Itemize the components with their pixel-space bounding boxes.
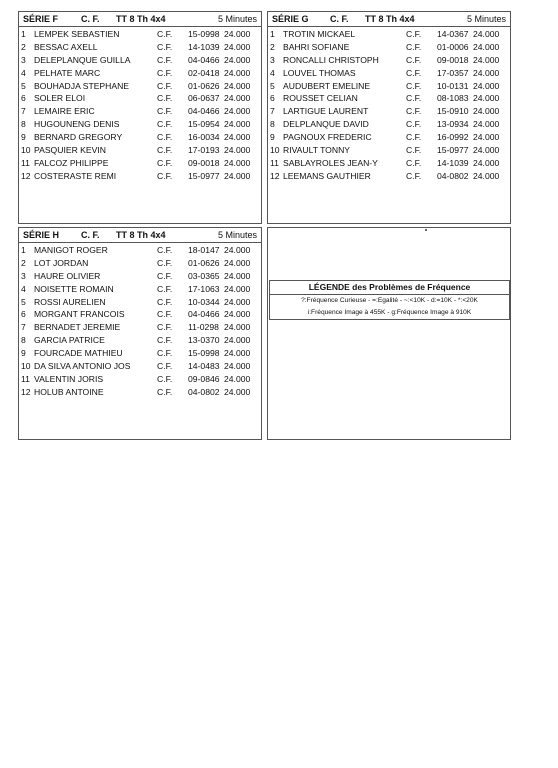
table-row [268, 67, 510, 80]
row-number: 6 [21, 93, 26, 104]
row-number: 3 [21, 54, 26, 65]
row-number: 10 [21, 145, 31, 156]
row-cf: C.F. [406, 132, 422, 143]
row-number: 3 [270, 54, 275, 65]
row-cf: C.F. [406, 145, 422, 156]
row-number: 10 [21, 361, 31, 372]
licence-code: 15-0977 [437, 145, 469, 156]
legend-line-2: i:Fréquence Image à 455K - g:Fréquence Image à 910K [307, 309, 472, 316]
frequency-value: 24.000 [224, 270, 251, 281]
frequency-value: 24.000 [473, 54, 500, 65]
licence-code: 04-0802 [188, 386, 220, 397]
frequency-value: 24.000 [224, 257, 251, 268]
competitor-name: ROSSI AURELIEN [34, 296, 106, 307]
serie-category: TT 8 Th 4x4 [365, 14, 415, 24]
table-row [19, 283, 261, 296]
frequency-value: 24.000 [224, 373, 251, 384]
row-cf: C.F. [157, 80, 173, 91]
row-number: 1 [21, 245, 26, 255]
licence-code: 16-0992 [437, 132, 469, 143]
licence-code: 15-0954 [188, 119, 220, 130]
competitor-name: BERNADET JEREMIE [34, 322, 121, 333]
row-cf: C.F. [157, 296, 173, 307]
competitor-name: PASQUIER KEVIN [34, 145, 106, 156]
table-row [19, 144, 261, 157]
competitor-name: FOURCADE MATHIEU [34, 348, 123, 359]
competitor-name: AUDUBERT EMELINE [283, 80, 371, 91]
row-number: 12 [21, 386, 31, 397]
licence-code: 18-0147 [188, 245, 220, 255]
serie-category: TT 8 Th 4x4 [116, 14, 166, 24]
row-cf: C.F. [406, 67, 422, 78]
table-row [19, 118, 261, 131]
competitor-name: LEMAIRE ERIC [34, 106, 95, 117]
licence-code: 13-0934 [437, 119, 469, 130]
frequency-value: 24.000 [224, 245, 251, 255]
licence-code: 17-0193 [188, 145, 220, 156]
row-number: 1 [21, 29, 26, 39]
frequency-value: 24.000 [224, 67, 251, 78]
row-cf: C.F. [406, 54, 422, 65]
licence-code: 14-1039 [188, 41, 220, 52]
row-number: 9 [270, 132, 275, 143]
serie-h-panel [18, 227, 262, 440]
serie-f-rows [19, 28, 261, 183]
legend-line-1: ?:Fréquence Curieuse - =:Egalité - ~:<10K - d:=10K - *:<20K [301, 297, 478, 304]
serie-cf: C. F. [330, 14, 349, 24]
frequency-value: 24.000 [473, 106, 500, 117]
competitor-name: RONCALLI CHRISTOPH [283, 54, 379, 65]
frequency-value: 24.000 [473, 132, 500, 143]
competitor-name: DELEPLANQUE GUILLA [34, 54, 131, 65]
table-row [268, 105, 510, 118]
competitor-name: PELHATE MARC [34, 67, 101, 78]
competitor-name: MANIGOT ROGER [34, 245, 108, 255]
licence-code: 03-0365 [188, 270, 220, 281]
table-row [19, 170, 261, 183]
licence-code: 10-0131 [437, 80, 469, 91]
row-number: 6 [21, 309, 26, 320]
row-cf: C.F. [157, 157, 173, 168]
licence-code: 13-0370 [188, 335, 220, 346]
table-row [19, 41, 261, 54]
frequency-legend [269, 280, 510, 320]
competitor-name: BAHRI SOFIANE [283, 41, 350, 52]
row-number: 6 [270, 93, 275, 104]
table-row [268, 80, 510, 93]
table-row [268, 131, 510, 144]
row-cf: C.F. [406, 157, 422, 168]
row-cf: C.F. [157, 309, 173, 320]
row-number: 7 [270, 106, 275, 117]
frequency-value: 24.000 [224, 335, 251, 346]
competitor-name: ROUSSET CELIAN [283, 93, 358, 104]
row-number: 2 [21, 257, 26, 268]
row-number: 9 [21, 348, 26, 359]
competitor-name: SABLAYROLES JEAN-Y [283, 157, 378, 168]
table-row [268, 54, 510, 67]
frequency-value: 24.000 [224, 157, 251, 168]
row-cf: C.F. [157, 119, 173, 130]
competitor-name: BESSAC AXELL [34, 41, 98, 52]
table-row [19, 347, 261, 360]
row-cf: C.F. [157, 145, 173, 156]
competitor-name: DA SILVA ANTONIO JOS [34, 361, 131, 372]
competitor-name: DELPLANQUE DAVID [283, 119, 369, 130]
licence-code: 01-0626 [188, 80, 220, 91]
licence-code: 14-0367 [437, 29, 469, 39]
competitor-name: RIVAULT TONNY [283, 145, 351, 156]
row-number: 5 [21, 296, 26, 307]
competitor-name: BERNARD GREGORY [34, 132, 123, 143]
serie-duration: 5 Minutes [217, 230, 257, 240]
competitor-name: FALCOZ PHILIPPE [34, 157, 109, 168]
row-cf: C.F. [157, 132, 173, 143]
frequency-value: 24.000 [224, 322, 251, 333]
competitor-name: GARCIA PATRICE [34, 335, 105, 346]
table-row [268, 41, 510, 54]
table-row [19, 157, 261, 170]
licence-code: 04-0466 [188, 309, 220, 320]
frequency-value: 24.000 [224, 54, 251, 65]
table-row [19, 373, 261, 386]
competitor-name: HUGOUNENG DENIS [34, 119, 120, 130]
licence-code: 01-0006 [437, 41, 469, 52]
competitor-name: PAGNOUX FREDERIC [283, 132, 372, 143]
row-number: 8 [21, 335, 26, 346]
licence-code: 11-0298 [188, 322, 219, 333]
competitor-name: LARTIGUE LAURENT [283, 106, 369, 117]
row-number: 4 [21, 283, 26, 294]
licence-code: 15-0977 [188, 170, 220, 181]
row-number: 3 [21, 270, 26, 281]
row-number: 10 [270, 145, 280, 156]
licence-code: 04-0802 [437, 170, 469, 181]
competitor-name: MORGANT FRANCOIS [34, 309, 125, 320]
row-cf: C.F. [157, 348, 173, 359]
licence-code: 17-1063 [188, 283, 220, 294]
licence-code: 04-0466 [188, 106, 220, 117]
serie-cf: C. F. [81, 14, 100, 24]
frequency-value: 24.000 [224, 170, 251, 181]
row-number: 5 [21, 80, 26, 91]
row-cf: C.F. [157, 386, 173, 397]
table-row [19, 131, 261, 144]
table-row [19, 105, 261, 118]
competitor-name: LEMPEK SEBASTIEN [34, 29, 120, 39]
serie-g-header [268, 12, 510, 27]
serie-title: SÉRIE H [23, 230, 60, 240]
row-number: 9 [21, 132, 26, 143]
frequency-value: 24.000 [224, 348, 251, 359]
row-number: 12 [21, 170, 31, 181]
table-row [19, 270, 261, 283]
licence-code: 14-0483 [188, 361, 220, 372]
table-row [19, 244, 261, 257]
serie-category: TT 8 Th 4x4 [116, 230, 166, 240]
row-cf: C.F. [157, 335, 173, 346]
competitor-name: LOT JORDAN [34, 257, 89, 268]
competitor-name: HOLUB ANTOINE [34, 386, 104, 397]
serie-duration: 5 Minutes [466, 14, 506, 24]
empty-panel [267, 227, 511, 440]
competitor-name: VALENTIN JORIS [34, 373, 104, 384]
frequency-value: 24.000 [224, 93, 251, 104]
frequency-value: 24.000 [473, 145, 500, 156]
licence-code: 10-0344 [188, 296, 220, 307]
licence-code: 09-0018 [437, 54, 469, 65]
table-row [19, 28, 261, 41]
frequency-value: 24.000 [473, 119, 500, 130]
row-cf: C.F. [157, 170, 173, 181]
row-cf: C.F. [157, 361, 173, 372]
licence-code: 09-0846 [188, 373, 220, 384]
table-row [19, 386, 261, 399]
row-number: 8 [21, 119, 26, 130]
row-cf: C.F. [157, 245, 173, 255]
row-cf: C.F. [157, 283, 173, 294]
competitor-name: TROTIN MICKAEL [283, 29, 356, 39]
competitor-name: HAURE OLIVIER [34, 270, 101, 281]
row-number: 8 [270, 119, 275, 130]
table-row [19, 321, 261, 334]
row-number: 11 [21, 157, 30, 168]
frequency-value: 24.000 [224, 41, 251, 52]
licence-code: 17-0357 [437, 67, 469, 78]
frequency-value: 24.000 [224, 119, 251, 130]
frequency-value: 24.000 [224, 309, 251, 320]
row-cf: C.F. [406, 80, 422, 91]
row-number: 1 [270, 29, 275, 39]
frequency-value: 24.000 [224, 386, 251, 397]
row-cf: C.F. [406, 170, 422, 181]
serie-g-rows [268, 28, 510, 183]
frequency-value: 24.000 [473, 80, 500, 91]
serie-title: SÉRIE F [23, 14, 59, 24]
table-row [19, 334, 261, 347]
licence-code: 14-1039 [437, 157, 469, 168]
competitor-name: LOUVEL THOMAS [283, 67, 356, 78]
row-number: 2 [270, 41, 275, 52]
competitor-name: COSTERASTE REMI [34, 170, 117, 181]
row-number: 4 [270, 67, 275, 78]
licence-code: 08-1083 [437, 93, 469, 104]
row-number: 11 [270, 157, 279, 168]
licence-code: 04-0466 [188, 54, 220, 65]
row-cf: C.F. [406, 41, 422, 52]
row-cf: C.F. [406, 29, 422, 39]
frequency-value: 24.000 [224, 145, 251, 156]
row-cf: C.F. [157, 373, 173, 384]
frequency-value: 24.000 [224, 283, 251, 294]
licence-code: 06-0637 [188, 93, 220, 104]
frequency-value: 24.000 [473, 41, 500, 52]
table-row [268, 92, 510, 105]
row-number: 4 [21, 67, 26, 78]
table-row [19, 257, 261, 270]
serie-h-rows [19, 244, 261, 399]
frequency-value: 24.000 [224, 106, 251, 117]
serie-cf: C. F. [81, 230, 100, 240]
row-number: 7 [21, 106, 26, 117]
frequency-value: 24.000 [473, 93, 500, 104]
licence-code: 01-0626 [188, 257, 220, 268]
table-row [19, 67, 261, 80]
table-row [19, 92, 261, 105]
competitor-name: NOISETTE ROMAIN [34, 283, 114, 294]
frequency-value: 24.000 [224, 29, 251, 39]
competitor-name: BOUHADJA STEPHANE [34, 80, 130, 91]
speck-mark [425, 229, 427, 231]
frequency-value: 24.000 [224, 361, 251, 372]
table-row [19, 54, 261, 67]
row-cf: C.F. [157, 29, 173, 39]
table-row [268, 28, 510, 41]
table-row [19, 308, 261, 321]
row-cf: C.F. [157, 270, 173, 281]
serie-h-header [19, 228, 261, 243]
table-row [268, 170, 510, 183]
row-cf: C.F. [406, 106, 422, 117]
row-number: 5 [270, 80, 275, 91]
serie-title: SÉRIE G [272, 14, 309, 24]
row-cf: C.F. [157, 67, 173, 78]
row-cf: C.F. [157, 54, 173, 65]
table-row [19, 296, 261, 309]
serie-g-panel [267, 11, 511, 224]
legend-title: LÉGENDE des Problèmes de Fréquence [270, 281, 509, 295]
row-number: 11 [21, 373, 30, 384]
frequency-value: 24.000 [224, 80, 251, 91]
frequency-value: 24.000 [224, 132, 251, 143]
frequency-value: 24.000 [473, 67, 500, 78]
row-cf: C.F. [157, 322, 173, 333]
table-row [19, 360, 261, 373]
licence-code: 15-0998 [188, 29, 220, 39]
licence-code: 16-0034 [188, 132, 220, 143]
row-cf: C.F. [157, 106, 173, 117]
frequency-value: 24.000 [224, 296, 251, 307]
table-row [268, 144, 510, 157]
serie-f-panel [18, 11, 262, 224]
frequency-value: 24.000 [473, 170, 500, 181]
table-row [19, 80, 261, 93]
table-row [268, 157, 510, 170]
row-cf: C.F. [157, 41, 173, 52]
serie-f-header [19, 12, 261, 27]
row-number: 12 [270, 170, 280, 181]
licence-code: 15-0998 [188, 348, 220, 359]
frequency-value: 24.000 [473, 157, 500, 168]
licence-code: 15-0910 [437, 106, 469, 117]
licence-code: 09-0018 [188, 157, 220, 168]
table-row [268, 118, 510, 131]
competitor-name: LEEMANS GAUTHIER [283, 170, 371, 181]
competitor-name: SOLER ELOI [34, 93, 86, 104]
frequency-value: 24.000 [473, 29, 500, 39]
licence-code: 02-0418 [188, 67, 220, 78]
row-cf: C.F. [406, 93, 422, 104]
row-cf: C.F. [406, 119, 422, 130]
row-number: 7 [21, 322, 26, 333]
serie-duration: 5 Minutes [217, 14, 257, 24]
row-cf: C.F. [157, 93, 173, 104]
row-number: 2 [21, 41, 26, 52]
row-cf: C.F. [157, 257, 173, 268]
